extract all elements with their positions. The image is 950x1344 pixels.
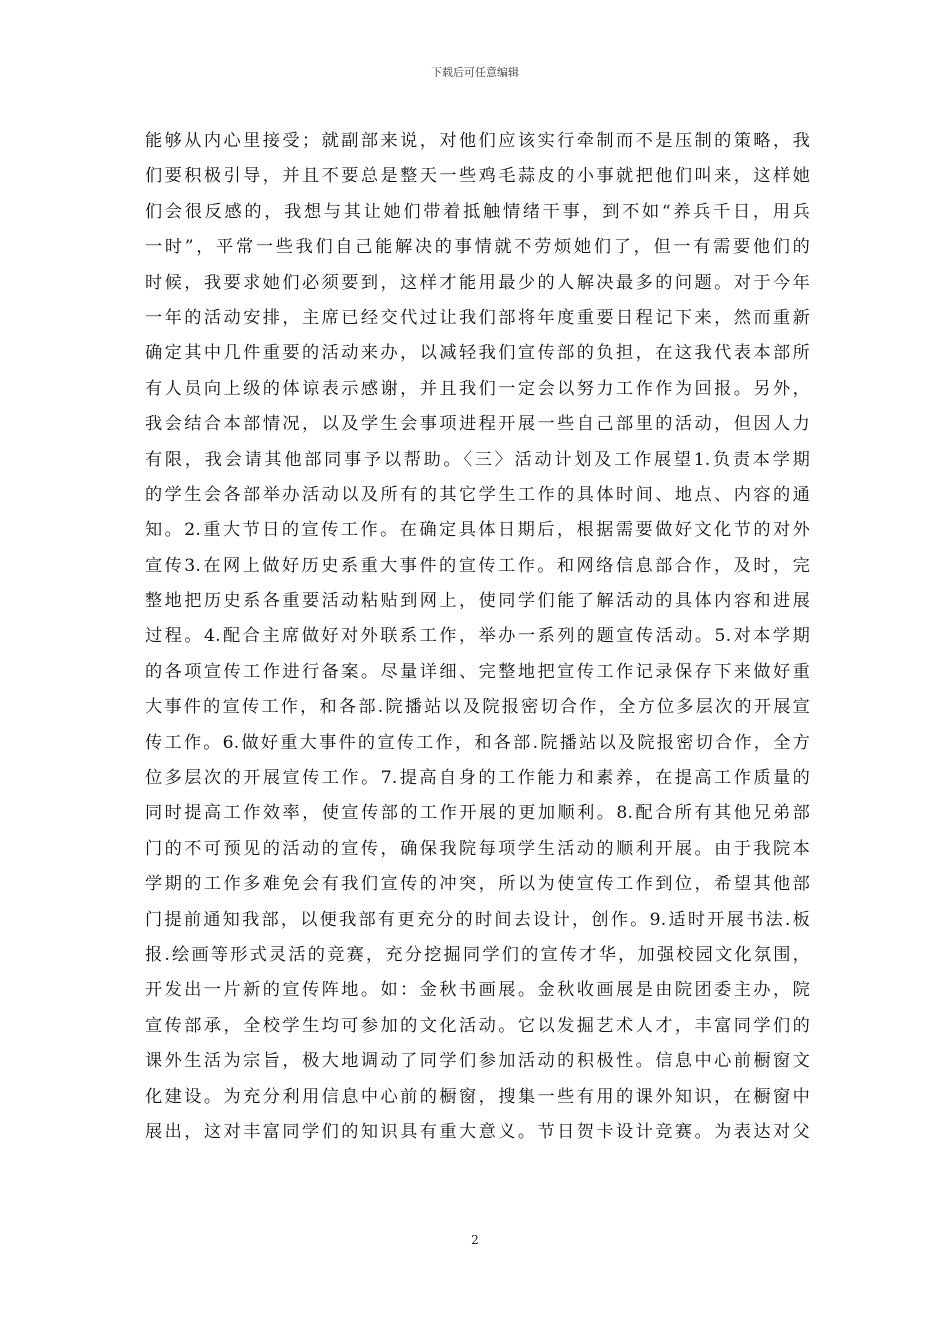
body-line: 门提前通知我部，以便我部有更充分的时间去设计，创作。9.适时开展书法.板 — [145, 909, 810, 930]
body-line: 整地把历史系各重要活动粘贴到网上，使同学们能了解活动的具体内容和进展 — [145, 591, 810, 612]
body-line: 宣传部承，全校学生均可参加的文化活动。它以发掘艺术人才，丰富同学们的 — [145, 1015, 810, 1036]
body-line: 确定其中几件重要的活动来办，以减轻我们宣传部的负担，在这我代表本部所 — [145, 343, 810, 364]
body-line: 有人员向上级的体谅表示感谢，并且我们一定会以努力工作作为回报。另外， — [145, 378, 810, 399]
body-line: 宣传3.在网上做好历史系重大事件的宣传工作。和网络信息部合作，及时，完 — [145, 555, 810, 576]
body-line: 的学生会各部举办活动以及所有的其它学生工作的具体时间、地点、内容的通 — [145, 484, 810, 505]
body-line: 知。2.重大节日的宣传工作。在确定具体日期后，根据需要做好文化节的对外 — [145, 520, 810, 541]
body-line: 门的不可预见的活动的宣传，确保我院每项学生活动的顺利开展。由于我院本 — [145, 838, 810, 859]
body-line: 有限，我会请其他部同事予以帮助。〈三〉活动计划及工作展望1.负责本学期 — [145, 449, 810, 470]
body-line: 能够从内心里接受；就副部来说，对他们应该实行牵制而不是压制的策略，我 — [145, 131, 810, 151]
body-line: 化建设。为充分利用信息中心前的橱窗，搜集一些有用的课外知识，在橱窗中 — [145, 1086, 810, 1107]
body-line: 报.绘画等形式灵活的竞赛，充分挖掘同学们的宣传才华，加强校园文化氛围， — [145, 944, 810, 965]
page-header: 下载后可任意编辑 — [431, 66, 519, 79]
body-line: 一年的活动安排，主席已经交代过让我们部将年度重要日程记下来，然而重新 — [145, 307, 810, 328]
body-line: 同时提高工作效率，使宣传部的工作开展的更加顺利。8.配合所有其他兄弟部 — [145, 803, 810, 824]
body-line: 过程。4.配合主席做好对外联系工作，举办一系列的题宣传活动。5.对本学期 — [145, 626, 810, 647]
body-line: 位多层次的开展宣传工作。7.提高自身的工作能力和素养，在提高工作质量的 — [145, 768, 810, 789]
body-line: 时候，我要求她们必须要到，这样才能用最少的人解决最多的问题。对于今年 — [145, 272, 810, 293]
body-line: 们会很反感的，我想与其让她们带着抵触情绪干事，到不如“养兵千日，用兵 — [145, 201, 810, 222]
body-line: 大事件的宣传工作，和各部.院播站以及院报密切合作，全方位多层次的开展宣 — [145, 697, 810, 718]
body-line: 们要积极引导，并且不要总是整天一些鸡毛蒜皮的小事就把他们叫来，这样她 — [145, 166, 810, 187]
page-number: 2 — [471, 1233, 479, 1247]
body-line: 的各项宣传工作进行备案。尽量详细、完整地把宣传工作记录保存下来做好重 — [145, 661, 810, 682]
body-line: 学期的工作多难免会有我们宣传的冲突，所以为使宣传工作到位，希望其他部 — [145, 874, 810, 895]
body-line: 一时”，平常一些我们自己能解决的事情就不劳烦她们了，但一有需要他们的 — [145, 237, 810, 258]
body-line: 课外生活为宗旨，极大地调动了同学们参加活动的积极性。信息中心前橱窗文 — [145, 1051, 810, 1072]
body-line: 我会结合本部情况，以及学生会事项进程开展一些自己部里的活动，但因人力 — [145, 414, 810, 435]
body-line: 开发出一片新的宣传阵地。如：金秋书画展。金秋收画展是由院团委主办，院 — [145, 980, 810, 1001]
body-line: 展出，这对丰富同学们的知识具有重大意义。节日贺卡设计竞赛。为表达对父 — [145, 1121, 810, 1142]
body-line: 传工作。6.做好重大事件的宣传工作，和各部.院播站以及院报密切合作，全方 — [145, 732, 810, 753]
document-body — [145, 124, 810, 1150]
